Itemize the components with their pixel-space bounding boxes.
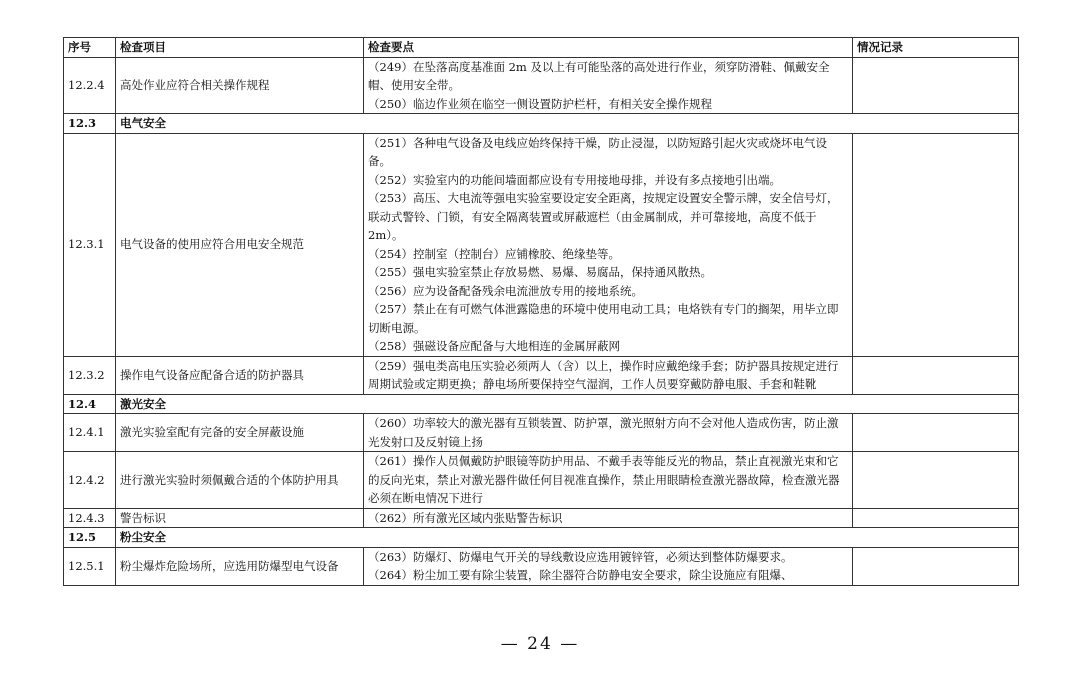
check-item: 激光实验室配有完备的安全屏蔽设施: [116, 414, 364, 452]
check-points: [364, 452, 853, 509]
table-row: [64, 547, 1019, 585]
header-item: 检查项目: [116, 38, 364, 58]
record-cell: [853, 414, 1019, 452]
page-number: — 24 —: [500, 634, 580, 654]
record-cell: [853, 57, 1019, 114]
record-cell: [853, 508, 1019, 528]
table-row: [64, 133, 1019, 356]
table-row: [64, 356, 1019, 394]
table-row: [64, 508, 1019, 528]
table-row: [64, 414, 1019, 452]
check-points: [364, 414, 853, 452]
check-point-text: （259）强电类高电压实验必须两人（含）以上，操作时应戴绝缘手套；防护器具按规定进行周期试验或定期更换；静电场所要保持空气湿润，工作人员要穿戴防静电服、手套和鞋靴: [368, 358, 839, 391]
check-points: [364, 508, 853, 528]
section-number: 12.5: [64, 528, 116, 548]
check-point-text: （263）防爆灯、防爆电气开关的导线敷设应选用镀锌管，必须达到整体防爆要求。: [368, 549, 793, 564]
section-number: 12.3: [64, 114, 116, 134]
check-point-text: （256）应为设备配备残余电流泄放专用的接地系统。: [368, 283, 643, 298]
check-point-text: （249）在坠落高度基准面 2m 及以上有可能坠落的高处进行作业，须穿防滑鞋、佩戴安全帽、使用安全带。: [368, 59, 830, 92]
header-points: 检查要点: [364, 38, 853, 58]
section-number: 12.4: [64, 394, 116, 414]
table-body: [64, 57, 1019, 585]
item-number: 12.3.1: [64, 133, 116, 356]
section-row: [64, 394, 1019, 414]
item-number: 12.2.4: [64, 57, 116, 114]
section-title: 粉尘安全: [116, 528, 1019, 548]
item-number: 12.4.1: [64, 414, 116, 452]
check-point-text: （251）各种电气设备及电线应始终保持干燥，防止浸湿，以防短路引起火灾或烧坏电气设备。: [368, 135, 827, 168]
check-point-text: （255）强电实验室禁止存放易燃、易爆、易腐品，保持通风散热。: [368, 265, 712, 279]
inspection-checklist-table: [63, 37, 1019, 586]
header-record: 情况记录: [853, 38, 1019, 58]
check-item: 电气设备的使用应符合用电安全规范: [116, 133, 364, 356]
check-point-text: （258）强磁设备应配备与大地相连的金属屏蔽网: [368, 339, 620, 353]
check-item: 粉尘爆炸危险场所，应选用防爆型电气设备: [116, 547, 364, 585]
record-cell: [853, 356, 1019, 394]
check-points: [364, 547, 853, 585]
check-point-text: （252）实验室内的功能间墙面都应设有专用接地母排，并设有多点接地引出端。: [368, 172, 781, 187]
check-item: 高处作业应符合相关操作规程: [116, 57, 364, 114]
check-item: 操作电气设备应配备合适的防护器具: [116, 356, 364, 394]
check-points: [364, 133, 853, 356]
section-title: 激光安全: [116, 394, 1019, 414]
record-cell: [853, 547, 1019, 585]
check-point-text: （257）禁止在有可燃气体泄露隐患的环境中使用电动工具；电烙铁有专门的搁架，用毕立即切断电源。: [368, 302, 839, 335]
check-point-text: （254）控制室（控制台）应铺橡胶、绝缘垫等。: [368, 246, 620, 261]
record-cell: [853, 452, 1019, 509]
table-header-row: [64, 38, 1019, 58]
check-points: [364, 356, 853, 394]
check-point-text: （260）功率较大的激光器有互锁装置、防护罩，激光照射方向不会对他人造成伤害，防止激光发射口及反射镜上扬: [368, 416, 839, 449]
check-point-text: （262）所有激光区域内张贴警告标识: [368, 510, 563, 525]
check-point-text: （264）粉尘加工要有除尘装置，除尘器符合防静电安全要求，除尘设施应有阻爆、: [368, 568, 793, 582]
item-number: 12.3.2: [64, 356, 116, 394]
check-item: 进行激光实验时须佩戴合适的个体防护用具: [116, 452, 364, 509]
table-row: [64, 57, 1019, 114]
item-number: 12.5.1: [64, 547, 116, 585]
section-title: 电气安全: [116, 114, 1019, 134]
check-point-text: （250）临边作业须在临空一侧设置防护栏杆，有相关安全操作规程: [368, 96, 712, 111]
check-point-text: （261）操作人员佩戴防护眼镜等防护用品、不戴手表等能反光的物品，禁止直视激光束和它的反向光束，禁止对激光器件做任何目视准直操作，禁止用眼睛检查激光器故障，检查激光器必须在断电情况下进行: [368, 454, 840, 505]
header-no: 序号: [64, 38, 116, 58]
section-row: [64, 528, 1019, 548]
record-cell: [853, 133, 1019, 356]
table-row: [64, 452, 1019, 509]
check-item: 警告标识: [116, 508, 364, 528]
item-number: 12.4.2: [64, 452, 116, 509]
check-points: [364, 57, 853, 114]
item-number: 12.4.3: [64, 508, 116, 528]
section-row: [64, 114, 1019, 134]
check-point-text: （253）高压、大电流等强电实验室要设定安全距离，按规定设置安全警示牌，安全信号灯，联动式警铃、门锁，有安全隔离装置或屏蔽遮栏（由金属制成，并可靠接地，高度不低于 2m）。: [368, 191, 839, 242]
